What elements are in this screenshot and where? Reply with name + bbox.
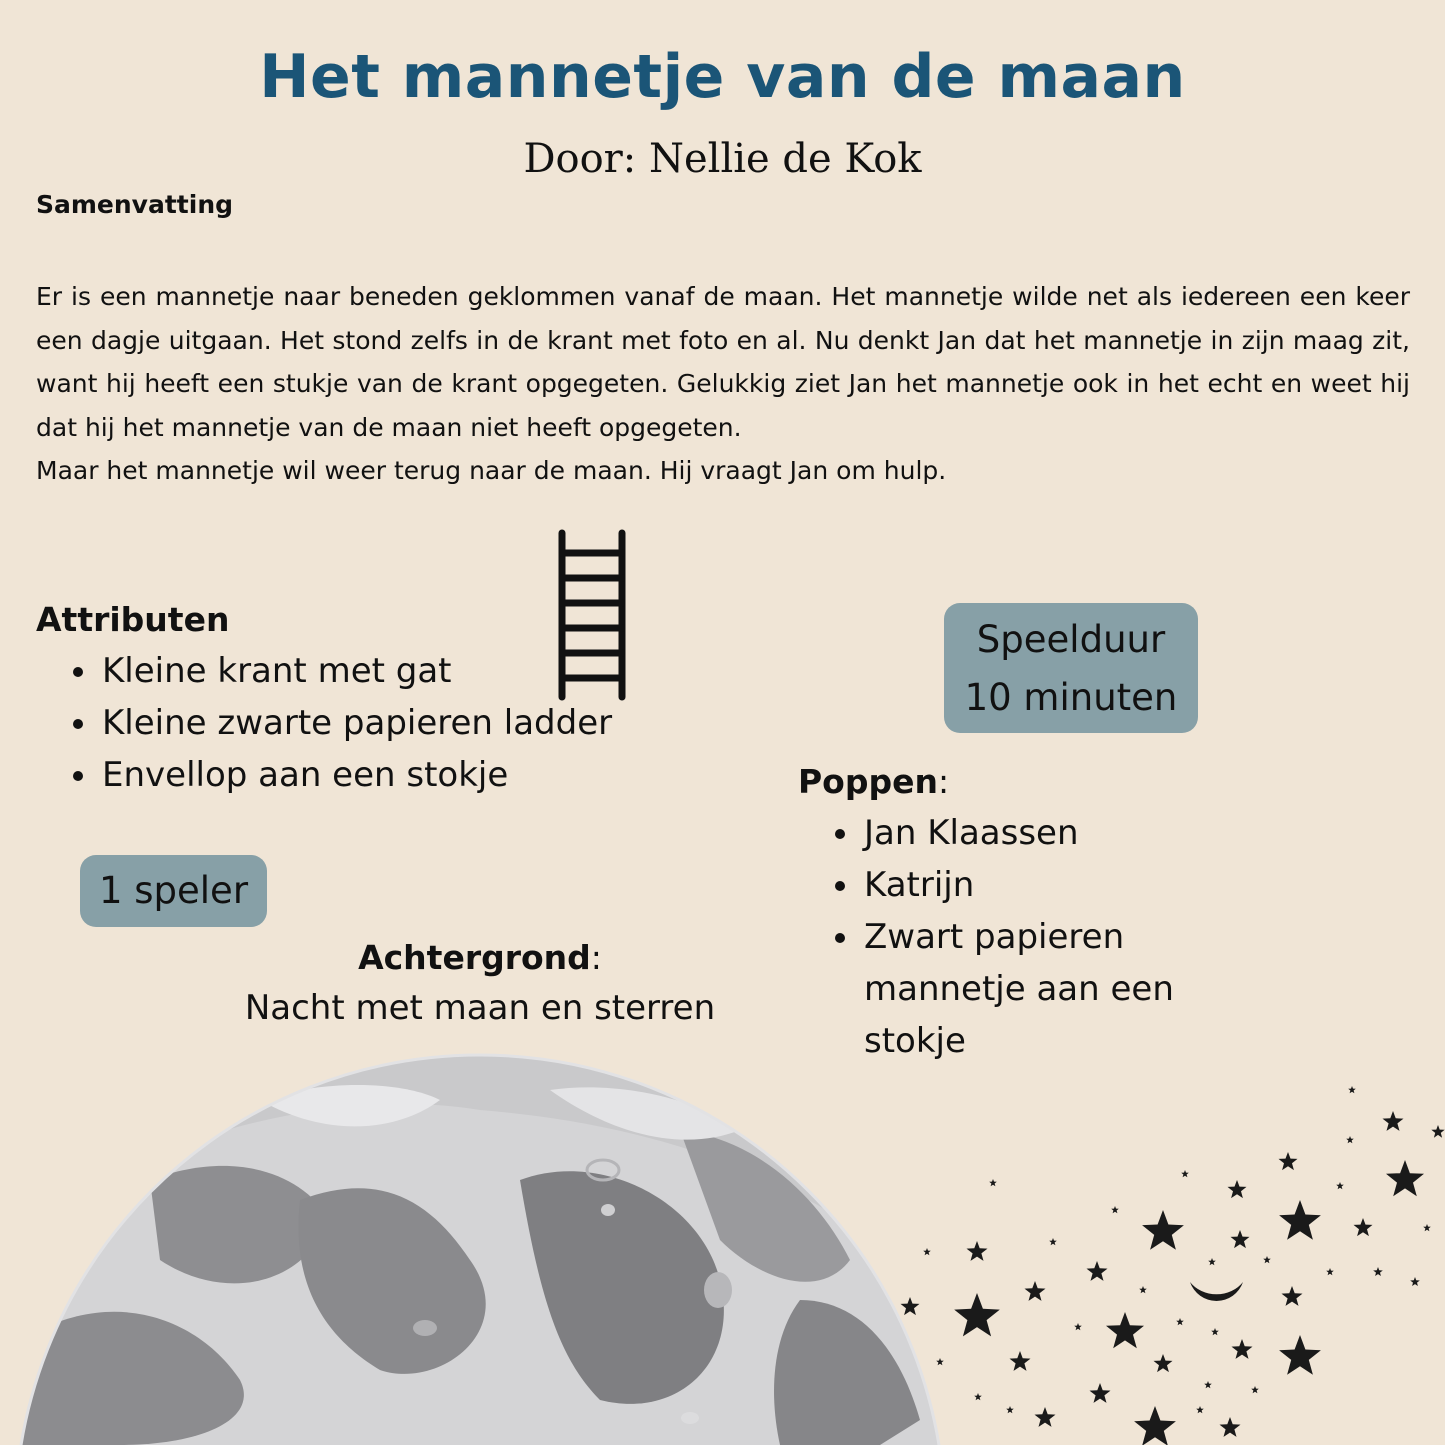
star-icon <box>954 1293 1000 1336</box>
star-icon <box>1204 1381 1212 1388</box>
star-icon <box>1139 1286 1147 1293</box>
star-icon <box>1354 1218 1373 1236</box>
summary-heading: Samenvatting <box>36 190 234 219</box>
star-icon <box>1087 1261 1108 1281</box>
moon-illustration <box>0 1055 960 1445</box>
star-icon <box>901 1297 920 1315</box>
list-item: • Kleine krant met gat <box>100 645 612 697</box>
list-item: • Kleine zwarte papieren ladder <box>100 697 612 749</box>
author-line: Door: Nellie de Kok <box>523 136 922 182</box>
star-icon <box>1142 1210 1184 1250</box>
star-icon <box>1049 1238 1057 1245</box>
star-icon <box>1035 1407 1056 1427</box>
star-icon <box>1232 1339 1253 1359</box>
star-icon <box>1154 1354 1173 1372</box>
background-text: Nacht met maan en sterren <box>244 988 716 1028</box>
star-icon <box>1006 1406 1014 1413</box>
star-icon <box>1111 1206 1119 1213</box>
star-icon <box>1282 1286 1303 1306</box>
list-item: • Envellop aan een stokje <box>100 749 612 801</box>
star-icon <box>1336 1182 1344 1189</box>
star-icon <box>1279 1200 1321 1240</box>
star-icon <box>1410 1277 1420 1286</box>
duration-value: 10 minuten <box>964 676 1178 719</box>
page-title: Het mannetje van de maan <box>259 42 1186 112</box>
puppets-heading-colon: : <box>937 762 950 801</box>
star-icon <box>1196 1406 1204 1413</box>
star-icon <box>1211 1328 1219 1335</box>
star-icon <box>1348 1086 1356 1093</box>
star-icon <box>1346 1136 1354 1143</box>
star-icon <box>1208 1258 1216 1265</box>
star-icon <box>1423 1224 1431 1231</box>
star-icon <box>1025 1281 1046 1301</box>
ladder-icon <box>562 533 622 697</box>
star-icon <box>1074 1323 1082 1330</box>
star-icon <box>967 1241 988 1261</box>
star-icon <box>974 1393 982 1400</box>
star-icon <box>1134 1406 1176 1445</box>
star-icon <box>1010 1351 1031 1371</box>
puppets-heading: Poppen <box>798 762 938 801</box>
star-icon <box>989 1179 997 1186</box>
list-item: • Jan Klaassen <box>862 807 1242 859</box>
star-icon <box>1326 1268 1334 1275</box>
attributes-heading: Attributen <box>36 600 230 639</box>
star-icon <box>1279 1335 1321 1375</box>
star-icon <box>1383 1111 1404 1131</box>
star-icon <box>1231 1230 1250 1248</box>
list-item: • Zwart papieren mannetje aan een stokje <box>862 911 1242 1067</box>
duration-label: Speelduur <box>976 618 1166 661</box>
stars-illustration <box>901 1086 1445 1445</box>
star-icon <box>1251 1386 1259 1393</box>
star-icon <box>1228 1180 1247 1198</box>
star-icon <box>923 1248 931 1255</box>
star-icon <box>1220 1417 1241 1437</box>
list-item: • Katrijn <box>862 859 1242 911</box>
star-icon <box>1263 1256 1271 1263</box>
summary-paragraph-2: Maar het mannetje wil weer terug naar de maan. Hij vraagt Jan om hulp. <box>36 456 947 485</box>
star-icon <box>1106 1312 1144 1348</box>
star-icon <box>1176 1318 1184 1325</box>
star-icon <box>1279 1152 1298 1170</box>
players-badge: 1 speler <box>80 855 267 927</box>
star-icon <box>1373 1267 1383 1276</box>
background-heading: Achtergrond <box>358 938 591 977</box>
star-icon <box>1181 1170 1189 1177</box>
crescent-moon-icon <box>1190 1282 1243 1301</box>
star-icon <box>1090 1383 1111 1403</box>
star-icon <box>936 1358 944 1365</box>
star-icon <box>1431 1125 1444 1138</box>
star-icon <box>1386 1160 1424 1196</box>
background-heading-colon: : <box>590 938 602 977</box>
summary-paragraph-1: Er is een mannetje naar beneden geklommen vanaf de maan. Het mannetje wilde net als iedereen een keer een dagje uitgaan. Het stond zelfs in de krant met foto en al. Nu denkt Jan dat het mannetje in zijn maag zit, want hij heeft een stukje van de krant opgegeten. Gelukkig ziet Jan het mannetje ook in het echt en weet hij dat hij het mannetje van de maan niet heeft opgegeten. <box>36 282 1410 442</box>
